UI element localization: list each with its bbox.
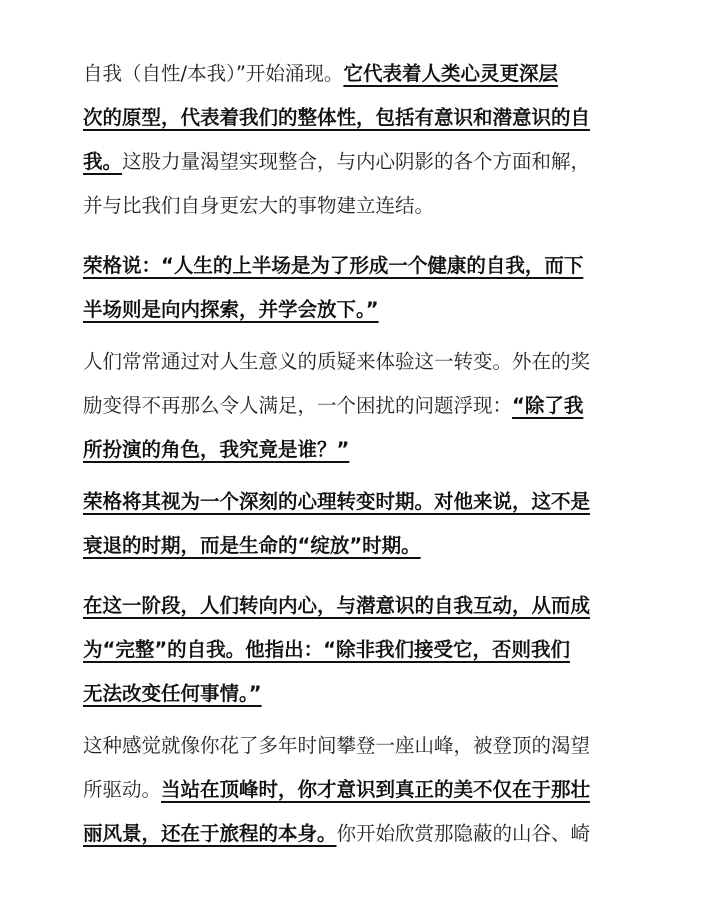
bold-underlined-text: 半场则是向内探索，并学会放下。”	[83, 298, 379, 321]
text-line	[83, 340, 643, 384]
body-text: 所驱动。	[83, 778, 162, 801]
paragraph	[83, 244, 643, 332]
text-line	[83, 428, 643, 472]
bold-underlined-text: 次的原型，代表着我们的整体性，包括有意识和潜意识的自	[83, 106, 591, 129]
text-line	[83, 140, 643, 184]
body-text: 励变得不再那么令人满足，一个困扰的问题浮现：	[83, 394, 513, 417]
bold-underlined-text: 丽风景，还在于旅程的本身。	[83, 822, 337, 845]
text-line	[83, 52, 643, 96]
text-line	[83, 768, 643, 812]
text-line	[83, 384, 643, 428]
bold-underlined-text: 衰退的时期，而是生命的“绽放”时期。	[83, 534, 421, 557]
body-text: 这股力量渴望实现整合，与内心阴影的各个方面和解，	[122, 150, 591, 173]
text-line	[83, 288, 643, 332]
text-line	[83, 244, 643, 288]
body-text: 自我（自性/本我）”开始涌现。	[83, 62, 344, 85]
text-line	[83, 724, 643, 768]
paragraph	[83, 52, 643, 228]
bold-underlined-text: 所扮演的角色，我究竟是谁？”	[83, 438, 350, 461]
bold-underlined-text: 荣格将其视为一个深刻的心理转变时期。对他来说，这不是	[83, 490, 591, 513]
text-line	[83, 184, 643, 228]
text-line	[83, 480, 643, 524]
bold-underlined-text: 荣格说：“人生的上半场是为了形成一个健康的自我，而下	[83, 254, 584, 277]
text-line	[83, 672, 643, 716]
bold-underlined-text: 它代表着人类心灵更深层	[343, 62, 558, 85]
bold-underlined-text: 当站在顶峰时，你才意识到真正的美不仅在于那壮	[161, 778, 591, 801]
text-line	[83, 812, 643, 856]
paragraph	[83, 480, 643, 568]
bold-underlined-text: 在这一阶段，人们转向内心，与潜意识的自我互动，从而成	[83, 594, 591, 617]
body-text: 这种感觉就像你花了多年时间攀登一座山峰，被登顶的渴望	[83, 734, 591, 757]
bold-underlined-text: “除了我	[512, 394, 584, 417]
body-text: 人们常常通过对人生意义的质疑来体验这一转变。外在的奖	[83, 350, 591, 373]
body-text: 你开始欣赏那隐蔽的山谷、崎	[336, 822, 591, 845]
bold-underlined-text: 无法改变任何事情。”	[83, 682, 262, 705]
text-line	[83, 584, 643, 628]
text-line	[83, 628, 643, 672]
bold-underlined-text: 我。	[83, 150, 123, 173]
text-line	[83, 524, 643, 568]
body-text: 并与比我们自身更宏大的事物建立连结。	[83, 194, 435, 217]
paragraph	[83, 724, 643, 856]
text-line	[83, 96, 643, 140]
paragraph	[83, 340, 643, 472]
bold-underlined-text: 为“完整”的自我。他指出：“除非我们接受它，否则我们	[83, 638, 570, 661]
paragraph	[83, 584, 643, 716]
